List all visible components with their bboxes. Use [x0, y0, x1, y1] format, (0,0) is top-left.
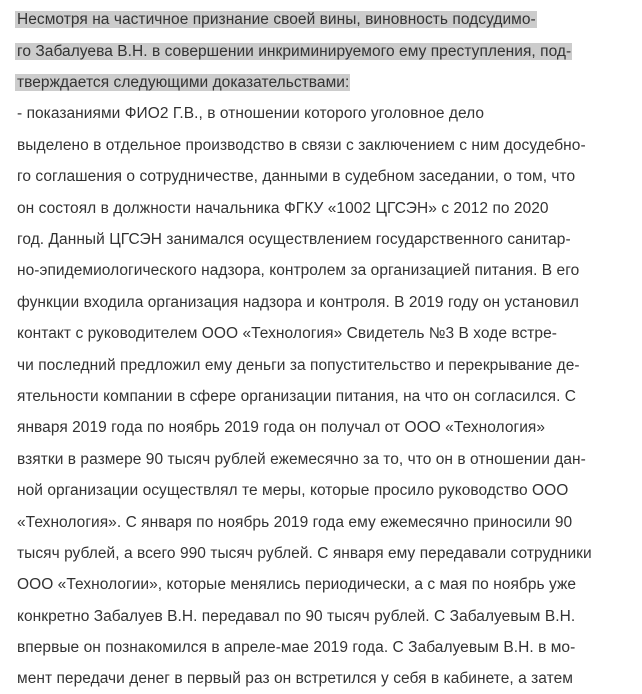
- text-line: ООО «Технологии», которые менялись периодически, а с мая по ноябрь уже: [17, 576, 577, 593]
- text-line: «Технология». С января по ноябрь 2019 года ему ежемесячно приносили 90: [17, 514, 573, 531]
- text-line: [17, 5, 537, 35]
- text-line: го соглашения о сотрудничестве, данными в судебном заседании, о том, что: [17, 168, 576, 185]
- text-line: год. Данный ЦГСЭН занимался осуществлением государственного санитар-: [17, 231, 571, 248]
- text-line: чи последний предложил ему деньги за попустительство и перекрывание де-: [17, 357, 580, 374]
- text-line: мент передачи денег в первый раз он встретился у себя в кабинете, а затем: [17, 670, 573, 687]
- text-line: взятки в размере 90 тысяч рублей ежемесячно за то, что он в отношении дан-: [17, 451, 586, 468]
- text-line: функции входила организация надзора и контроля. В 2019 году он установил: [17, 294, 579, 311]
- text-line: выделено в отдельное производство в связи с заключением с ним досудебно-: [17, 137, 586, 154]
- highlighted-text: Несмотря на частичное признание своей вины, виновность подсудимо-: [17, 11, 536, 28]
- text-line: [17, 37, 572, 67]
- text-line: - показаниями ФИО2 Г.В., в отношении которого уголовное дело: [17, 105, 485, 122]
- text-line: января 2019 года по ноябрь 2019 года он получал от ООО «Технология»: [17, 419, 546, 436]
- text-line: ной организации осуществлял те меры, которые просило руководство ООО: [17, 482, 569, 499]
- text-line: ятельности компании в сфере организации питания, на что он согласился. С: [17, 388, 577, 405]
- highlighted-text: тверждается следующими доказательствами:: [17, 74, 350, 91]
- text-line: [17, 68, 350, 98]
- text-line: тысяч рублей, а всего 990 тысяч рублей. С января ему передавали сотрудники: [17, 545, 592, 562]
- text-line: он состоял в должности начальника ФГКУ «1002 ЦГСЭН» с 2012 по 2020: [17, 200, 549, 217]
- text-line: впервые он познакомился в апреле-мае 2019 года. С Забалуевым В.Н. в мо-: [17, 639, 576, 656]
- text-line: но-эпидемиологического надзора, контролем за организацией питания. В его: [17, 262, 580, 279]
- highlighted-text: го Забалуева В.Н. в совершении инкриминируемого ему преступления, под-: [17, 43, 572, 60]
- text-line: конкретно Забалуев В.Н. передавал по 90 тысяч рублей. С Забалуевым В.Н.: [17, 608, 576, 625]
- text-line: контакт с руководителем ООО «Технология» Свидетель №3 В ходе встре-: [17, 325, 557, 342]
